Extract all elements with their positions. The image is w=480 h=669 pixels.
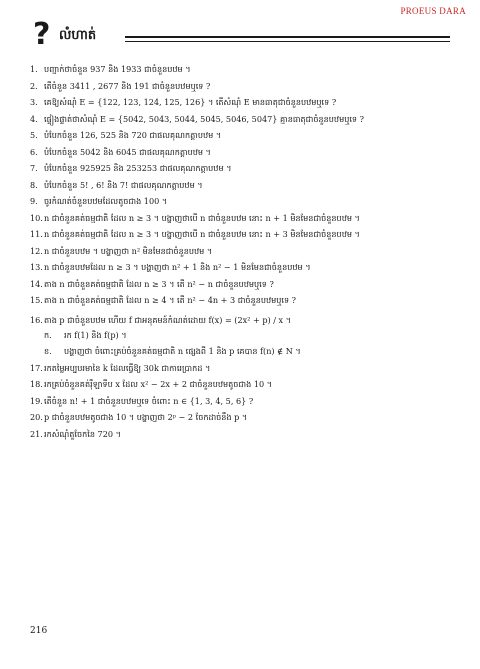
sub-question	[30, 330, 450, 341]
exercise-number: 11.	[30, 229, 43, 239]
exercise-text: តាង n ជាចំនួនគត់ធម្មជាតិ ដែល n ≥ 3 ។ តើ n² − n ជាចំនួនបឋមឬទេ ?	[44, 278, 274, 289]
sub-question-text: រក f(1) និង f(p) ។	[64, 329, 127, 340]
exercise-number: 15.	[30, 295, 43, 305]
exercise-text: តាង p ជាចំនួនបឋម ហើយ f ជាអនុគមន៍កំណត់ដោយ f(x) = (2x² + p) / x ។	[44, 314, 292, 325]
exercise-text: រកគ្រប់ចំនួនគត់រ៉ឺឡាទីប x ដែល x² − 2x + 2 ជាចំនួនបឋមតូចជាង 10 ។	[44, 379, 273, 389]
exercise-text: p ជាចំនួនបឋមតូចជាង 10 ។ បង្ហាញថា 2ᵖ − 2 ចែកដាច់នឹង p ។	[44, 412, 248, 422]
exercise-number: 17.	[30, 362, 43, 373]
exercise-number: 13.	[30, 262, 43, 272]
exercise-number: 6.	[30, 146, 38, 157]
exercise-text: បញ្ជាក់ថាចំនួន 937 និង 1933 ជាចំនួនបឋម ។	[44, 64, 191, 74]
exercise-item	[30, 279, 450, 290]
exercise-item	[30, 396, 450, 407]
exercise-text: បំបែកចំនួន 126, 525 និង 720 ជាផលគុណកត្តាបឋម ។	[44, 130, 222, 140]
exercise-number: 7.	[30, 163, 38, 173]
exercise-item	[30, 262, 450, 273]
exercise-text: n ជាចំនួនបឋម ។ បង្ហាញថា n² មិនមែនជាចំនួនបឋម ។	[44, 245, 213, 256]
exercise-item	[30, 180, 450, 191]
exercise-number: 8.	[30, 179, 38, 190]
header-rule	[125, 36, 450, 42]
exercise-item	[30, 246, 450, 257]
exercise-item	[30, 81, 450, 92]
exercise-text: រកសំណុំតួចែកនៃ 720 ។	[44, 428, 121, 439]
exercise-item	[30, 64, 450, 75]
exercise-item	[30, 97, 450, 108]
exercise-item	[30, 429, 450, 440]
exercise-text: បំបែកចំនួន 925925 និង 253253 ជាផលគុណកត្តាបឋម ។	[44, 163, 232, 173]
exercise-text: n ជាចំនួនគត់ធម្មជាតិ ដែល n ≥ 3 ។ បង្ហាញថាបើ n ជាចំនួនបឋម នោះ n + 1 មិនមែនជាចំនួនបឋម ។	[44, 212, 360, 223]
exercise-number: 9.	[30, 196, 38, 206]
exercise-item	[30, 363, 450, 374]
exercise-number: 20.	[30, 412, 43, 422]
sub-question-label: ក.	[44, 329, 52, 340]
exercise-number: 21.	[30, 428, 43, 439]
exercise-item	[30, 312, 450, 328]
section-header	[33, 17, 450, 54]
exercise-item	[30, 114, 450, 125]
exercise-text: បំបែកចំនួន 5042 និង 6045 ជាផលគុណកត្តាបឋម ។	[44, 146, 211, 157]
section-title: លំហាត់	[59, 28, 97, 43]
exercise-number: 10.	[30, 212, 43, 223]
exercise-text: ចូរកំណត់ចំនួនបឋមដែលតូចជាង 100 ។	[44, 196, 168, 206]
exercise-item	[30, 147, 450, 158]
exercise-item	[30, 412, 450, 423]
exercise-number: 16.	[30, 314, 43, 325]
exercise-text: n ជាចំនួនបឋមដែល n ≥ 3 ។ បង្ហាញថា n² + 1 និង n² − 1 មិនមែនជាចំនួនបឋម ។	[44, 262, 311, 272]
exercise-number: 14.	[30, 278, 43, 289]
exercise-text: រកតម្លៃអប្បបរមានៃ k ដែលធ្វើឱ្យ 30k ជាការេប្រាកដ ។	[44, 362, 211, 373]
exercise-item	[30, 163, 450, 174]
exercise-item	[30, 379, 450, 390]
exercise-text: គេឱ្យសំណុំ E = {122, 123, 124, 125, 126} ។ តើសំណុំ E មានធាតុជាចំនួនបឋមឬទេ ?	[44, 97, 337, 107]
exercise-number: 2.	[30, 80, 38, 91]
exercise-text: តើចំនួន 3411 , 2677 និង 191 ជាចំនួនបឋមឬទេ ?	[44, 80, 211, 91]
exercise-item	[30, 213, 450, 224]
exercise-text: តើចំនួន n! + 1 ជាចំនួនបឋមឬទេ ចំពោះ n ∈ {1, 3, 4, 5, 6} ?	[44, 395, 254, 406]
exercise-item	[30, 130, 450, 141]
exercise-number: 4.	[30, 113, 38, 124]
exercise-list	[30, 64, 450, 445]
exercise-number: 19.	[30, 395, 43, 406]
sub-question-label: ខ.	[44, 346, 52, 356]
exercise-number: 5.	[30, 130, 38, 140]
exercise-text: បំបែកចំនួន 5! , 6! និង 7! ជាផលគុណកត្តាបឋម ។	[44, 179, 203, 190]
exercise-number: 12.	[30, 245, 43, 256]
exercise-item	[30, 295, 450, 306]
sub-question	[30, 346, 450, 357]
brand-watermark: PROEUS DARA	[400, 6, 466, 16]
exercise-text: n ជាចំនួនគត់ធម្មជាតិ ដែល n ≥ 3 ។ បង្ហាញថាបើ n ជាចំនួនបឋម នោះ n + 3 មិនមែនជាចំនួនបឋម ។	[44, 229, 360, 239]
exercise-item	[30, 229, 450, 240]
exercise-number: 1.	[30, 64, 38, 74]
page-number: 216	[30, 626, 48, 636]
exercise-item	[30, 196, 450, 207]
question-mark-icon: ?	[33, 17, 51, 52]
exercise-number: 3.	[30, 97, 38, 107]
sub-question-text: បង្ហាញថា ចំពោះគ្រប់ចំនួនគត់ធម្មជាតិ n ផ្សេងពី 1 និង p គេបាន f(n) ∉ N ។	[64, 346, 301, 356]
exercise-text: តាង n ជាចំនួនគត់ធម្មជាតិ ដែល n ≥ 4 ។ តើ n² − 4n + 3 ជាចំនួនបឋមឬទេ ?	[44, 295, 297, 305]
exercise-text: ផ្ទៀងផ្ទាត់ថាសំណុំ E = {5042, 5043, 5044, 5045, 5046, 5047} គ្មានធាតុជាចំនួនបឋមឬទេ ?	[44, 113, 364, 124]
exercise-number: 18.	[30, 379, 43, 389]
